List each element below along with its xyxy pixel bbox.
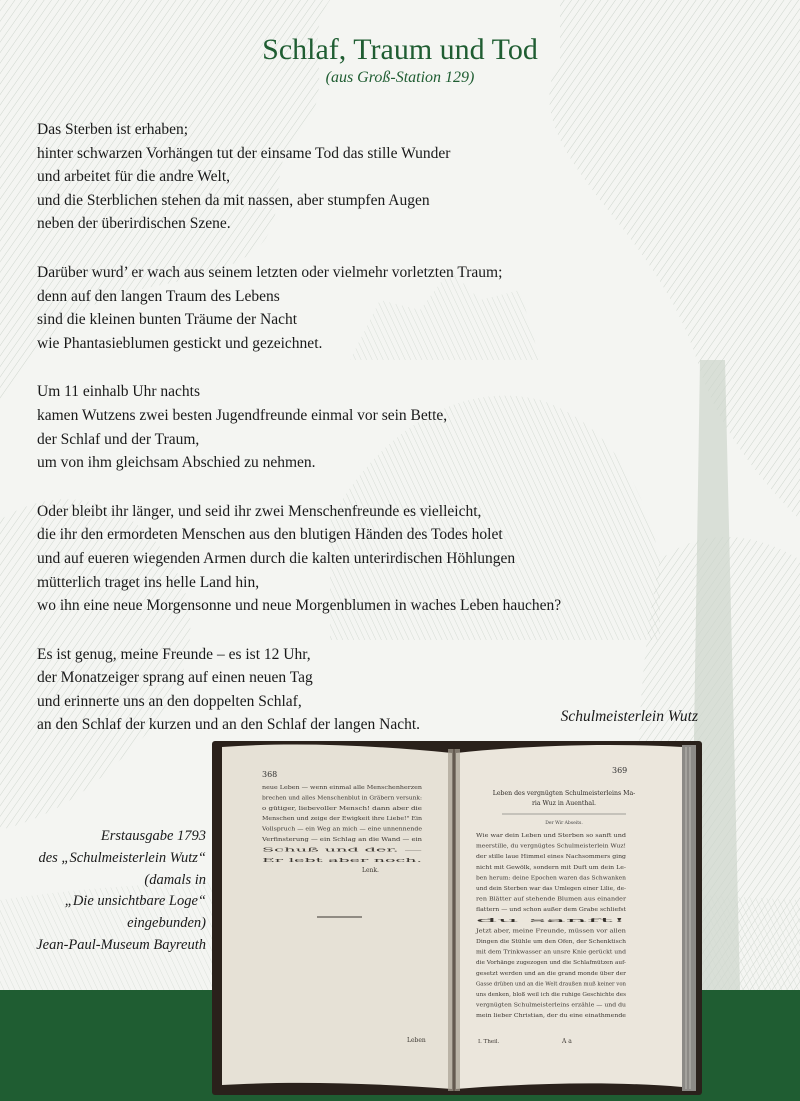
poem-line: um von ihm gleichsam Abschied zu nehmen.	[37, 454, 316, 472]
page-title: Schlaf, Traum und Tod	[262, 33, 538, 66]
book-text-line: Vollspruch — ein Weg an mich — eine unnennende	[260, 826, 423, 833]
book-text-line: mit dem Trinkwasser an unsre Knie gerückt und	[476, 949, 627, 956]
left-catchword: Leben	[407, 1037, 426, 1044]
book-text-line: die Vorhänge zugezogen und die Schlafmützen auf-	[476, 960, 627, 967]
poem-line: mütterlich traget ins helle Land hin,	[37, 573, 260, 591]
book-text-line: Schuß und der. —	[262, 847, 424, 854]
author-attribution: Schulmeisterlein Wutz	[560, 708, 698, 725]
poem	[37, 118, 677, 762]
book-text-line: o gütiger, liebevoller Mensch! dann aber die	[262, 805, 423, 812]
page-subtitle: (aus Groß-Station 129)	[325, 69, 475, 86]
caption-line: eingebunden)	[127, 915, 206, 932]
caption-line: (damals in	[144, 871, 206, 888]
poem-line: denn auf den langen Traum des Lebens	[37, 287, 280, 305]
book-text-line: Jetzt aber, meine Freunde, müssen vor allen	[474, 928, 627, 935]
poem-line: sind die kleinen bunten Träume der Nacht	[37, 311, 298, 329]
caption-line: „Die unsichtbare Loge“	[64, 893, 206, 910]
book-text-line: neue Leben — wenn einmal alle Menschenherzen	[262, 785, 423, 791]
poem-line: an den Schlaf der kurzen und an den Schlaf der langen Nacht.	[37, 716, 421, 734]
caption-line: Erstausgabe 1793	[100, 828, 206, 844]
book-text-line: ben herum: deine Epochen waren das Schwanken	[476, 875, 627, 882]
book-text-line: Wie war dein Leben und Sterben so sanft und	[476, 833, 627, 839]
poem-line: die ihr den ermordeten Menschen aus den blutigen Händen des Todes holet	[37, 526, 503, 544]
book-text-line: der stille laue Himmel eines Nachsommers ging	[476, 854, 627, 861]
poem-line: Oder bleibt ihr länger, und seid ihr zwei Menschenfreunde es vielleicht,	[37, 502, 482, 520]
book-text-line: uns denken, bloß weil ich die ruhige Geschichte des	[476, 992, 627, 998]
book-text-line: vergnügten Schulmeisterleins erzähle — und du	[474, 1002, 627, 1009]
caption-line: Jean-Paul-Museum Bayreuth	[36, 936, 206, 953]
poem-line: hinter schwarzen Vorhängen tut der einsame Tod das stille Wunder	[37, 144, 451, 162]
right-heading: Leben des vergnügten Schulmeisterleins Ma-	[492, 790, 636, 797]
poem-line: der Monatzeiger sprang auf einen neuen Tag	[37, 669, 313, 687]
poem-line: Es ist genug, meine Freunde – es ist 12 Uhr,	[37, 645, 311, 663]
poem-line: der Schlaf und der Traum,	[37, 430, 200, 448]
right-catchword: A a	[562, 1038, 572, 1045]
book-text-line: meerstille, du vergnügtes Schulmeisterlein Wuz!	[476, 843, 626, 850]
photo-caption	[8, 826, 206, 957]
right-heading-2: ria Wuz in Auenthal.	[531, 800, 597, 807]
book-text-line: du sanft!	[476, 917, 626, 924]
left-end-word: Lenk.	[362, 867, 379, 874]
book-text-line: Gasse drüben und an die Welt draußen muß keiner von	[476, 981, 627, 988]
book-text-line: flattern — und schon außer dem Grabe schliefst	[476, 907, 626, 914]
book-text-line: und dein Sterben war das Umlegen einer Lilie, de-	[476, 886, 627, 892]
book-text-line: nicht mit Gewölk, sondern mit Duft um dein Le-	[476, 864, 627, 871]
book-text-line: Er lebt aber noch.	[262, 857, 423, 864]
poem-line: wie Phantasieblumen gestickt und gezeichnet.	[37, 334, 323, 352]
left-page-number: 368	[262, 770, 278, 779]
poem-line: und erinnerte uns an den doppelten Schlaf,	[37, 692, 302, 710]
poem-line: und die Sterblichen stehen da mit nassen, aber stumpfen Augen	[37, 191, 430, 209]
right-page-number: 369	[612, 766, 628, 775]
book-text-line: ren Blätter auf stehende Blumen aus einander	[476, 896, 627, 903]
stanza-2	[37, 261, 677, 355]
poem-line: Um 11 einhalb Uhr nachts	[37, 383, 200, 401]
poem-line: kamen Wutzens zwei besten Jugendfreunde einmal vor sein Bette,	[37, 406, 448, 424]
stanza-1	[37, 118, 677, 236]
poem-line: wo ihn eine neue Morgensonne und neue Morgenblumen in waches Leben hauchen?	[37, 597, 562, 615]
right-small-heading: Der Wir Abseits.	[545, 821, 583, 826]
poem-line: und arbeitet für die andre Welt,	[37, 168, 231, 186]
poem-line: Das Sterben ist erhaben;	[37, 121, 189, 138]
caption-line: des „Schulmeisterlein Wutz“	[38, 849, 206, 866]
book-text-line: gesetzt werden und an die grand monde über der	[476, 970, 627, 977]
book-text-line: Dingen die Stühle um den Ofen, der Schenktisch	[476, 939, 627, 945]
book-text-line: mein lieber Christian, der du eine einathmende	[476, 1013, 626, 1020]
right-signature: I. Theil.	[478, 1039, 500, 1045]
stanza-3	[37, 380, 677, 474]
poem-line: Darüber wurd’ er wach aus seinem letzten oder vielmehr vorletzten Traum;	[37, 263, 503, 281]
poem-line: und auf eueren wiegenden Armen durch die kalten unterirdischen Höhlungen	[37, 549, 516, 567]
book-photo	[212, 737, 702, 1095]
book-text-line: Verfinsterung — ein Schlag an die Wand — ein	[260, 837, 423, 843]
stanza-4	[37, 500, 677, 618]
book-text-line: Menschen und zeige der Ewigkeit ihre Liebe!" Ein	[262, 816, 423, 823]
poem-line: neben der überirdischen Szene.	[37, 215, 231, 233]
book-text-line: brechen und alles Menschenblut in Gräbern versunk:	[262, 795, 423, 802]
